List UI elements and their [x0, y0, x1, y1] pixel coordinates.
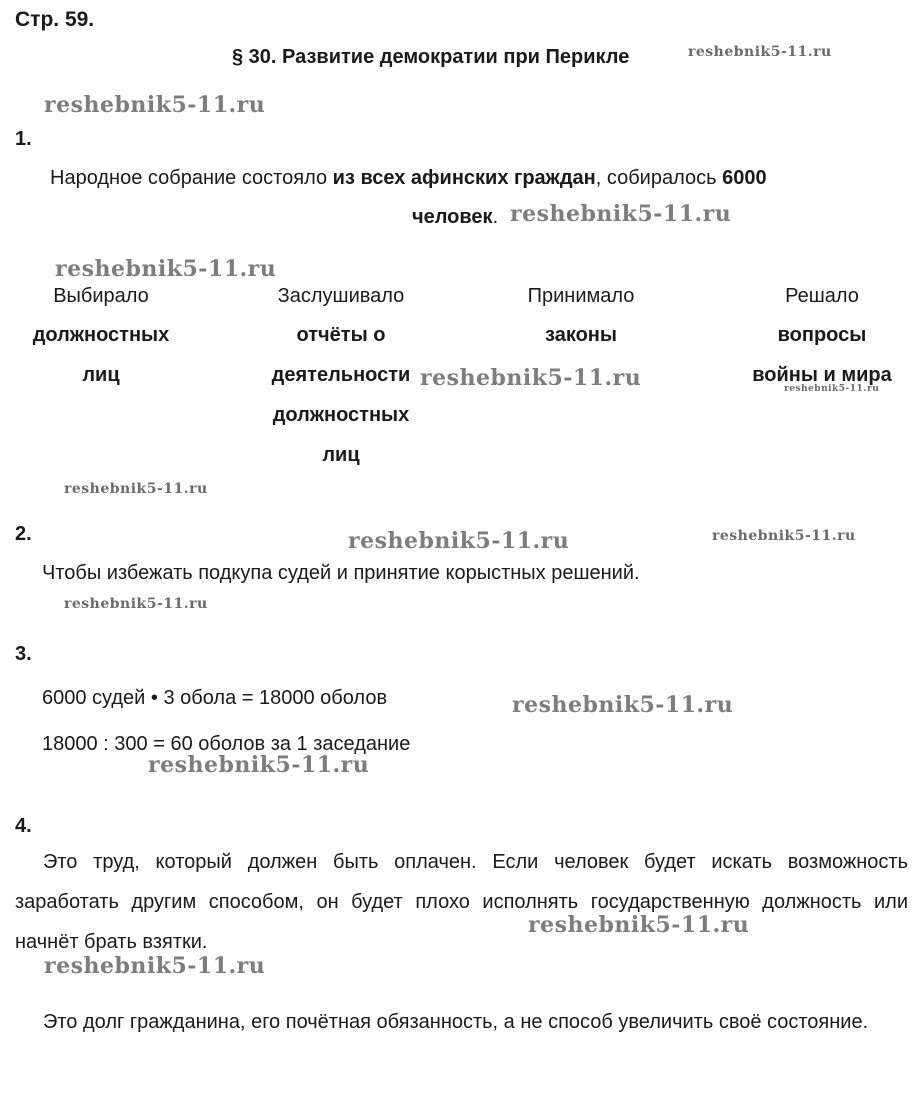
watermark: reshebnik5-11.ru — [44, 953, 266, 979]
task-4-number: 4. — [15, 815, 32, 837]
column-1-line-2: лиц — [82, 364, 120, 386]
task-1-text-d: 6000 — [722, 167, 767, 189]
watermark: reshebnik5-11.ru — [348, 528, 570, 554]
task-2-answer: Чтобы избежать подкупа судей и принятие корыстных решений. — [42, 562, 640, 584]
task-1-line-2 — [412, 206, 498, 229]
column-head-3: Принимало — [527, 285, 635, 307]
column-head-4: Решало — [785, 285, 859, 307]
task-1-text-e: человек — [412, 206, 493, 228]
column-2-value — [241, 315, 441, 475]
task-4-paragraph-2: Это долг гражданина, его почётная обязанность, а не способ увеличить своё состояние. — [43, 1011, 869, 1033]
column-4-line-2: войны и мира — [752, 364, 892, 386]
column-1-line-1: должностных — [32, 324, 170, 346]
section-title: § 30. Развитие демократии при Перикле — [232, 46, 630, 68]
watermark: reshebnik5-11.ru — [512, 692, 734, 718]
page-number: Стр. 59. — [15, 8, 95, 31]
watermark: reshebnik5-11.ru — [420, 365, 642, 391]
task-3-number: 3. — [15, 643, 32, 665]
task-1-number: 1. — [15, 128, 32, 150]
task-1-text-f: . — [492, 206, 499, 228]
watermark: reshebnik5-11.ru — [688, 44, 832, 60]
column-3-value — [481, 315, 681, 355]
column-2-line-3: должностных — [272, 404, 410, 426]
task-1-text-c: , собиралось — [595, 167, 723, 189]
task-4-paragraph-1: Это труд, который должен быть оплачен. Если человек будет искать возможность заработать другим способом, он будет плохо исполнять государственную должность или начнёт брать взятки. — [15, 851, 908, 953]
task-1-text-a: Народное собрание состояло — [50, 167, 333, 189]
column-3-line-1: законы — [545, 324, 617, 346]
column-2-line-1: отчёты о — [296, 324, 386, 346]
watermark: reshebnik5-11.ru — [44, 92, 266, 118]
column-4-value — [722, 315, 920, 395]
column-head-2: Заслушивало — [277, 285, 405, 307]
column-2-line-2: деятельности — [271, 364, 411, 386]
watermark: reshebnik5-11.ru — [55, 256, 277, 282]
watermark: reshebnik5-11.ru — [528, 912, 750, 938]
watermark: reshebnik5-11.ru — [510, 201, 732, 227]
watermark: reshebnik5-11.ru — [148, 752, 370, 778]
column-head-1: Выбирало — [53, 285, 149, 307]
watermark: reshebnik5-11.ru — [712, 528, 856, 544]
task-1-text-b: из всех афинских граждан — [332, 167, 596, 189]
watermark: reshebnik5-11.ru — [64, 596, 208, 612]
task-1-line-1 — [50, 167, 767, 190]
watermark: reshebnik5-11.ru — [784, 384, 880, 394]
task-3-calc-2: 18000 : 300 = 60 оболов за 1 заседание — [42, 733, 411, 755]
column-4-line-1: вопросы — [777, 324, 867, 346]
task-2-number: 2. — [15, 523, 32, 545]
column-1-value — [1, 315, 201, 395]
watermark: reshebnik5-11.ru — [64, 481, 208, 497]
column-2-line-4: лиц — [322, 444, 360, 466]
task-3-calc-1: 6000 судей • 3 обола = 18000 оболов — [42, 687, 388, 709]
